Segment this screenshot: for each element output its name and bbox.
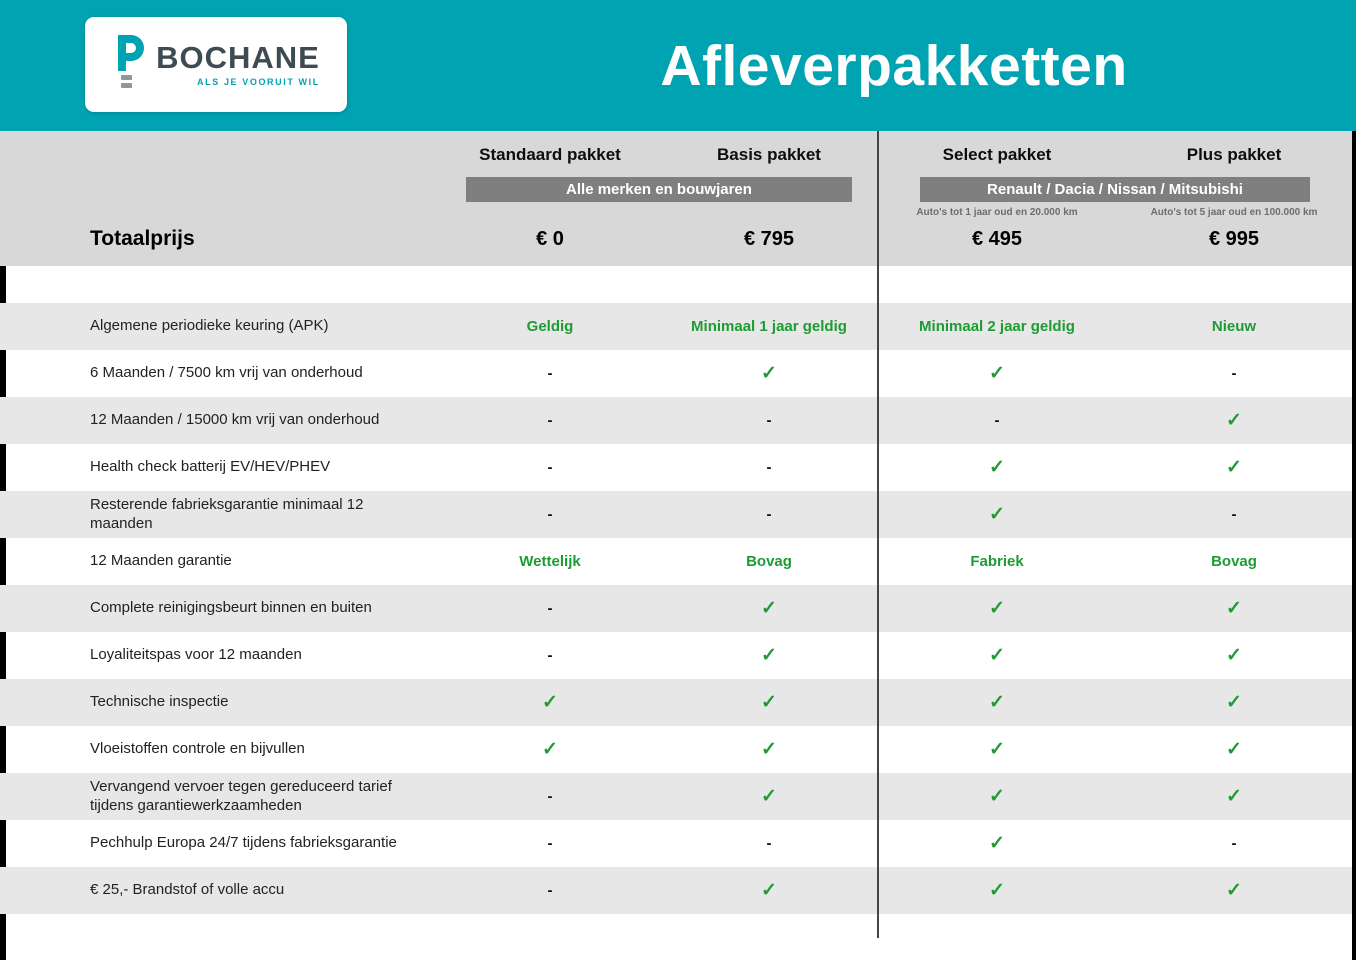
- check-icon: ✓: [989, 880, 1005, 901]
- table-row: [0, 350, 1352, 397]
- table-row: [0, 538, 1352, 585]
- table-row: [0, 397, 1352, 444]
- group-badge-all-brands: Alle merken en bouwjaren: [466, 177, 852, 202]
- column-title-plus: Plus pakket: [1186, 145, 1282, 164]
- check-icon: ✓: [989, 739, 1005, 760]
- check-icon: ✓: [761, 786, 777, 807]
- check-icon: ✓: [989, 598, 1005, 619]
- feature-value: Bovag: [746, 553, 792, 570]
- column-title-standaard: Standaard pakket: [479, 145, 621, 164]
- subnote-select: Auto's tot 1 jaar oud en 20.000 km: [916, 207, 1078, 218]
- row-label: Complete reinigingsbeurt binnen en buiten: [90, 599, 372, 617]
- price-row: [0, 224, 1352, 266]
- check-icon: ✓: [989, 504, 1005, 525]
- logo-wordmark: BOCHANE: [156, 40, 320, 75]
- logo-tagline: ALS JE VOORUIT WIL: [197, 77, 320, 87]
- dash-icon: -: [766, 835, 772, 852]
- feature-value: Fabriek: [970, 553, 1024, 570]
- subnotes-row: [0, 207, 1352, 220]
- column-titles-row: [0, 145, 1352, 169]
- check-icon: ✓: [989, 457, 1005, 478]
- feature-value: Geldig: [526, 318, 574, 335]
- dash-icon: -: [547, 882, 553, 899]
- check-icon: ✓: [761, 692, 777, 713]
- bottom-strip: [0, 914, 1352, 960]
- row-label: Vloeistoffen controle en bijvullen: [90, 740, 305, 758]
- group-badge-renault-dacia-nissan-mitsubishi: Renault / Dacia / Nissan / Mitsubishi: [920, 177, 1310, 202]
- table-row: [0, 820, 1352, 867]
- dash-icon: -: [547, 365, 553, 382]
- row-label: Resterende fabrieksgarantie minimaal 12 maanden: [90, 495, 364, 532]
- check-icon: ✓: [761, 880, 777, 901]
- price-basis: € 795: [743, 227, 795, 250]
- dash-icon: -: [547, 506, 553, 523]
- bochane-logo: [85, 17, 347, 112]
- row-label: 12 Maanden / 15000 km vrij van onderhoud: [90, 411, 380, 429]
- check-icon: ✓: [761, 739, 777, 760]
- row-label: Vervangend vervoer tegen gereduceerd tarief tijdens garantiewerkzaamheden: [90, 777, 392, 814]
- group-badges-row: [0, 177, 1352, 202]
- check-icon: ✓: [1226, 598, 1242, 619]
- dash-icon: -: [994, 412, 1000, 429]
- dash-icon: -: [547, 788, 553, 805]
- check-icon: ✓: [761, 645, 777, 666]
- top-banner: [0, 0, 1356, 131]
- price-plus: € 995: [1208, 227, 1260, 250]
- check-icon: ✓: [1226, 739, 1242, 760]
- dash-icon: -: [547, 600, 553, 617]
- check-icon: ✓: [989, 833, 1005, 854]
- row-label: 6 Maanden / 7500 km vrij van onderhoud: [90, 364, 363, 382]
- feature-value: Minimaal 2 jaar geldig: [919, 318, 1075, 335]
- dash-icon: -: [766, 506, 772, 523]
- check-icon: ✓: [1226, 410, 1242, 431]
- dash-icon: -: [547, 412, 553, 429]
- table-row: [0, 491, 1352, 538]
- column-title-basis: Basis pakket: [717, 145, 821, 164]
- check-icon: ✓: [542, 692, 558, 713]
- check-icon: ✓: [989, 692, 1005, 713]
- check-icon: ✓: [989, 363, 1005, 384]
- table-row: [0, 632, 1352, 679]
- table-header: [0, 131, 1352, 266]
- check-icon: ✓: [761, 598, 777, 619]
- row-label: 12 Maanden garantie: [90, 552, 232, 570]
- dash-icon: -: [547, 459, 553, 476]
- table-row: [0, 303, 1352, 350]
- dash-icon: -: [1231, 506, 1237, 523]
- table-row: [0, 726, 1352, 773]
- price-row-label: Totaalprijs: [90, 227, 195, 250]
- row-label: Loyaliteitspas voor 12 maanden: [90, 646, 302, 664]
- check-icon: ✓: [542, 739, 558, 760]
- check-icon: ✓: [761, 363, 777, 384]
- dash-icon: -: [1231, 365, 1237, 382]
- feature-value: Nieuw: [1211, 318, 1257, 335]
- column-divider: [877, 131, 879, 938]
- check-icon: ✓: [1226, 786, 1242, 807]
- price-standaard: € 0: [536, 227, 564, 250]
- check-icon: ✓: [989, 645, 1005, 666]
- check-icon: ✓: [989, 786, 1005, 807]
- row-label: € 25,- Brandstof of volle accu: [90, 881, 285, 899]
- row-label: Health check batterij EV/HEV/PHEV: [90, 458, 331, 476]
- page-title: Afleverpakketten: [660, 33, 1128, 98]
- check-icon: ✓: [1226, 457, 1242, 478]
- row-label: Technische inspectie: [90, 693, 229, 711]
- column-title-select: Select pakket: [942, 145, 1052, 164]
- dash-icon: -: [1231, 835, 1237, 852]
- subnote-plus: Auto's tot 5 jaar oud en 100.000 km: [1150, 207, 1318, 218]
- dash-icon: -: [766, 412, 772, 429]
- row-label: Pechhulp Europa 24/7 tijdens fabrieksgarantie: [90, 834, 397, 852]
- price-select: € 495: [971, 227, 1023, 250]
- check-icon: ✓: [1226, 692, 1242, 713]
- check-icon: ✓: [1226, 880, 1242, 901]
- row-label: Algemene periodieke keuring (APK): [90, 317, 329, 335]
- table-row: [0, 585, 1352, 632]
- table-row: [0, 444, 1352, 491]
- feature-value: Bovag: [1211, 553, 1257, 570]
- feature-value: Wettelijk: [519, 553, 581, 570]
- dash-icon: -: [547, 835, 553, 852]
- feature-value: Minimaal 1 jaar geldig: [691, 318, 847, 335]
- dash-icon: -: [766, 459, 772, 476]
- feature-rows: [0, 303, 1352, 914]
- bochane-logo-icon: [112, 34, 146, 95]
- check-icon: ✓: [1226, 645, 1242, 666]
- dash-icon: -: [547, 647, 553, 664]
- table-row: [0, 773, 1352, 820]
- table-row: [0, 679, 1352, 726]
- spacer-row: [0, 266, 1352, 303]
- table-row: [0, 867, 1352, 914]
- comparison-table: [0, 131, 1356, 960]
